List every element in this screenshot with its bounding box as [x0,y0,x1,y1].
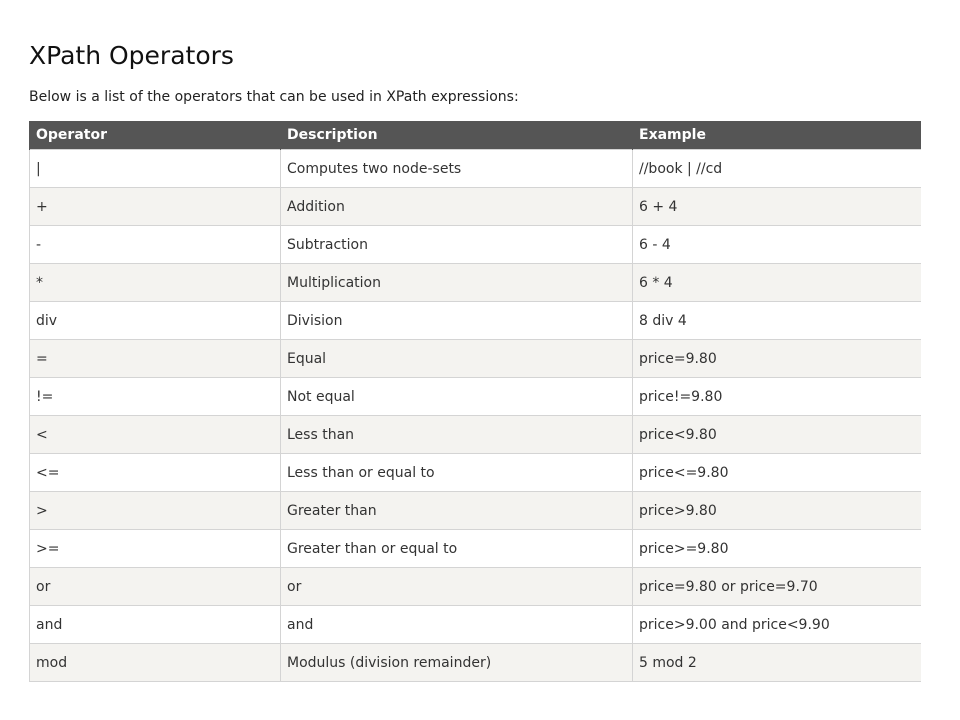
example-cell: price<9.80 [633,416,921,454]
operator-cell: and [30,606,281,644]
example-cell: price>=9.80 [633,530,921,568]
example-cell: 8 div 4 [633,302,921,340]
table-row [30,340,921,378]
description-cell: Addition [281,188,633,226]
operator-cell: >= [30,530,281,568]
example-cell: //book | //cd [633,150,921,188]
example-cell: 6 * 4 [633,264,921,302]
operator-cell: = [30,340,281,378]
operator-cell: + [30,188,281,226]
description-cell: and [281,606,633,644]
example-cell: price!=9.80 [633,378,921,416]
example-cell: price=9.80 [633,340,921,378]
table-row [30,264,921,302]
column-header-operator: Operator [30,121,281,150]
example-cell: 6 + 4 [633,188,921,226]
description-cell: Equal [281,340,633,378]
operator-cell: > [30,492,281,530]
column-header-example: Example [633,121,921,150]
description-cell: Less than [281,416,633,454]
description-cell: or [281,568,633,606]
operator-cell: or [30,568,281,606]
table-row [30,530,921,568]
table-row [30,416,921,454]
description-cell: Modulus (division remainder) [281,644,633,682]
table-row [30,568,921,606]
example-cell: price<=9.80 [633,454,921,492]
table-row [30,226,921,264]
description-cell: Multiplication [281,264,633,302]
table-row [30,644,921,682]
description-cell: Division [281,302,633,340]
description-cell: Not equal [281,378,633,416]
description-cell: Subtraction [281,226,633,264]
table-header-row [30,121,921,150]
example-cell: 6 - 4 [633,226,921,264]
table-row [30,378,921,416]
description-cell: Less than or equal to [281,454,633,492]
table-row [30,492,921,530]
table-row [30,606,921,644]
operators-table [29,121,921,682]
description-cell: Greater than or equal to [281,530,633,568]
example-cell: price>9.00 and price<9.90 [633,606,921,644]
operator-cell: - [30,226,281,264]
example-cell: price>9.80 [633,492,921,530]
page-title: XPath Operators [29,41,234,70]
table-row [30,454,921,492]
operator-cell: < [30,416,281,454]
operator-cell: div [30,302,281,340]
column-header-description: Description [281,121,633,150]
operator-cell: <= [30,454,281,492]
example-cell: price=9.80 or price=9.70 [633,568,921,606]
operator-cell: | [30,150,281,188]
table-row [30,188,921,226]
intro-text: Below is a list of the operators that can be used in XPath expressions: [29,89,519,105]
operator-cell: * [30,264,281,302]
description-cell: Computes two node-sets [281,150,633,188]
operator-cell: mod [30,644,281,682]
example-cell: 5 mod 2 [633,644,921,682]
description-cell: Greater than [281,492,633,530]
operator-cell: != [30,378,281,416]
table-row [30,150,921,188]
table-row [30,302,921,340]
